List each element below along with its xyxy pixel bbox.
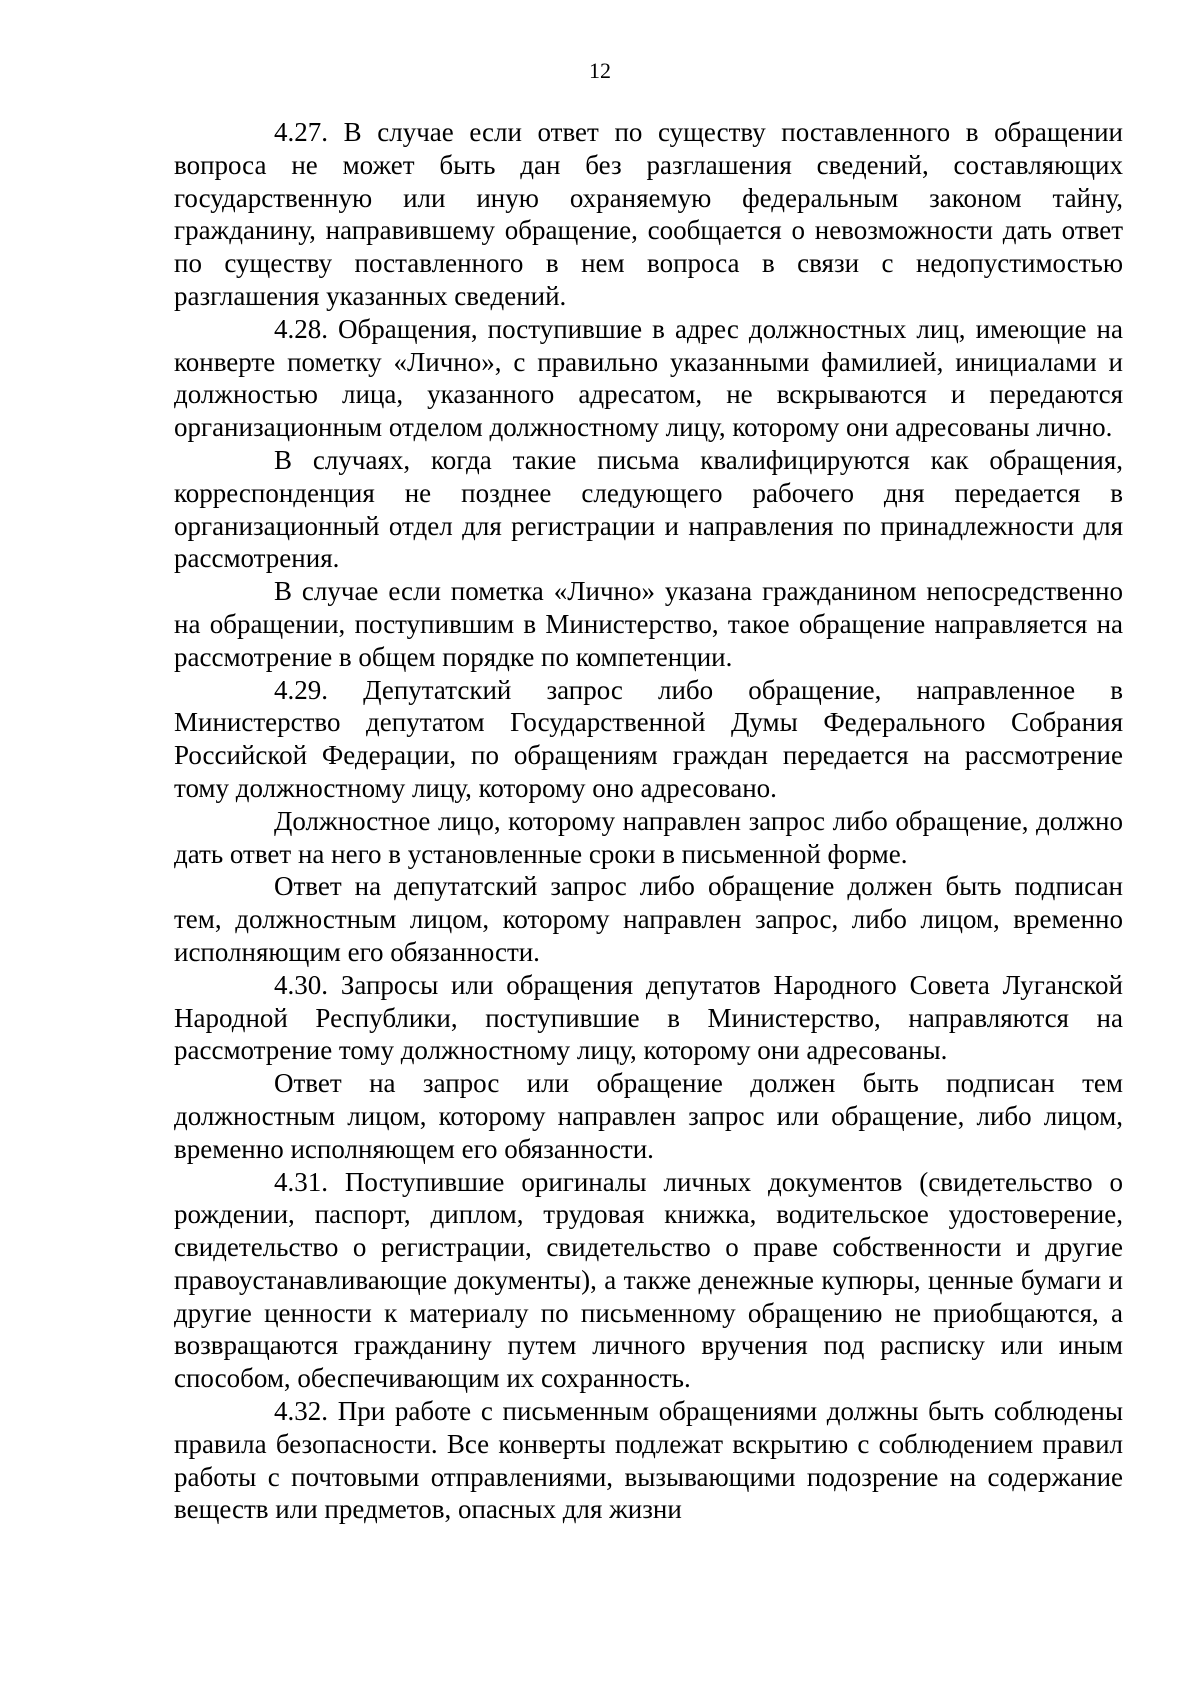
paragraph-4-30: 4.30. Запросы или обращения депутатов Народного Совета Луганской Народной Республики, поступившие в Министерство, направляются на рассмотрение тому должностному лицу, которому они адресованы. xyxy=(174,969,1123,1066)
paragraph-4-28: 4.28. Обращения, поступившие в адрес должностных лиц, имеющие на конверте пометку «Лично», с правильно указанными фамилией, инициалами и должностью лица, указанного адресатом, не вскрываются и передаются организационным отделом должностному лицу, которому они адресованы лично. xyxy=(174,313,1123,443)
paragraph-4-28-letters: В случаях, когда такие письма квалифицируются как обращения, корреспонденция не позднее следующего рабочего дня передается в организационный отдел для регистрации и направления по принадлежности для рассмотрения. xyxy=(174,444,1123,574)
paragraph-4-29: 4.29. Депутатский запрос либо обращение, направленное в Министерство депутатом Государственной Думы Федерального Собрания Российской Федерации, по обращениям граждан передается на рассмотрение тому должностному лицу, которому оно адресовано. xyxy=(174,674,1123,803)
paragraph-4-29-answer: Ответ на депутатский запрос либо обращение должен быть подписан тем, должностным лицом, которому направлен запрос, либо лицом, временно исполняющим его обязанности. xyxy=(174,871,1123,967)
document-body xyxy=(174,116,1123,1526)
paragraph-4-31: 4.31. Поступившие оригиналы личных документов (свидетельство о рождении, паспорт, диплом, трудовая книжка, водительское удостоверение, свидетельство о регистрации, свидетельство о праве собственности и другие правоустанавливающие документы), а также денежные купюры, ценные бумаги и другие ценности к материалу по письменному обращению не приобщаются, а возвращаются гражданину путем личного вручения под расписку или иным способом, обеспечивающим их сохранность. xyxy=(174,1166,1123,1394)
paragraph-4-27: 4.27. В случае если ответ по существу поставленного в обращении вопроса не может быть дан без разглашения сведений, составляющих государственную или иную охраняемую федеральным законом тайну, гражданину, направившему обращение, сообщается о невозможности дать ответ по существу поставленного в нем вопроса в связи с недопустимостью разглашения указанных сведений. xyxy=(174,117,1123,311)
paragraph-4-28-personal-mark: В случае если пометка «Лично» указана гражданином непосредственно на обращении, поступившим в Министерство, такое обращение направляется на рассмотрение в общем порядке по компетенции. xyxy=(174,576,1123,672)
page-number: 12 xyxy=(589,58,611,83)
paragraph-4-32: 4.32. При работе с письменным обращениями должны быть соблюдены правила безопасности. Все конверты подлежат вскрытию с соблюдением правил работы с почтовыми отправлениями, вызывающими подозрение на содержание веществ или предметов, опасных для жизни xyxy=(174,1396,1123,1525)
paragraph-4-29-official: Должностное лицо, которому направлен запрос либо обращение, должно дать ответ на него в установленные сроки в письменной форме. xyxy=(174,805,1123,869)
paragraph-4-30-answer: Ответ на запрос или обращение должен быть подписан тем должностным лицом, которому направлен запрос или обращение, либо лицом, временно исполняющем его обязанности. xyxy=(174,1068,1123,1164)
